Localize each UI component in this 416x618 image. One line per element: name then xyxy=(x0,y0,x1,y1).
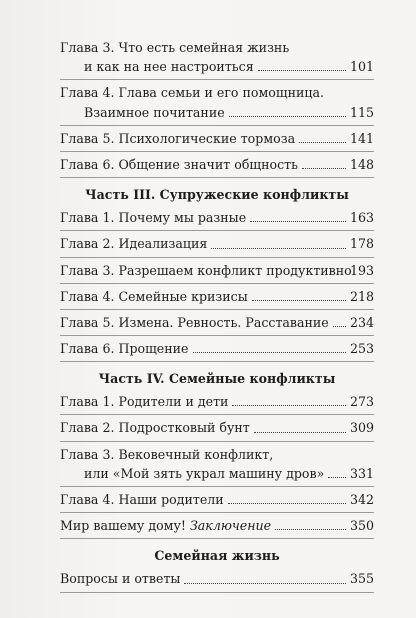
toc-page-number: 273 xyxy=(349,394,374,410)
dot-leader xyxy=(229,116,346,117)
toc-entry-continuation xyxy=(60,103,374,122)
toc-entry-title-text: Глава 3. Что есть семейная жизнь xyxy=(60,40,290,55)
toc-entry-title-text: Глава 6. Прощение xyxy=(60,341,189,357)
toc-entry-title-text: Глава 4. Глава семьи и его помощница. xyxy=(60,85,324,101)
toc-entry-line xyxy=(60,261,374,280)
toc-entry-title xyxy=(84,464,324,483)
toc-entry-line xyxy=(60,155,374,174)
toc-entry-line xyxy=(60,445,374,464)
toc-entry-line xyxy=(60,234,374,253)
toc-entry-title xyxy=(60,208,246,227)
entry-divider xyxy=(60,486,374,487)
toc-entry-line xyxy=(60,208,374,227)
dot-leader xyxy=(232,405,346,406)
toc-entry-title xyxy=(60,490,224,509)
toc-entry-title-italic: Заключение xyxy=(189,518,272,534)
toc-entry-line xyxy=(60,83,374,102)
entry-divider xyxy=(60,335,374,336)
toc-entry xyxy=(60,516,374,535)
toc-entry-title-text: Глава 2. Идеализация xyxy=(60,236,208,252)
entry-divider xyxy=(60,257,374,258)
toc-page-number: 101 xyxy=(349,59,374,75)
toc-entry-title xyxy=(60,418,250,437)
toc-entry-title-text: Глава 6. Общение значит общность xyxy=(60,156,298,172)
toc-entry-title-text: Взаимное почитание xyxy=(84,104,225,120)
toc-entry-title xyxy=(60,339,189,358)
toc-entry-title-text: Глава 3. Вековечный конфликт, xyxy=(60,446,274,462)
entry-divider xyxy=(60,177,374,178)
toc-entry xyxy=(60,208,374,227)
entry-divider xyxy=(60,592,374,593)
toc-entry-title xyxy=(60,38,289,57)
toc-entry xyxy=(60,83,374,121)
entry-divider xyxy=(60,538,374,539)
dot-leader xyxy=(258,70,346,71)
table-of-contents xyxy=(60,38,374,596)
toc-entry-title-text: Глава 1. Родители и дети xyxy=(60,394,229,410)
toc-entry-title xyxy=(60,313,329,332)
toc-entry-line xyxy=(60,516,374,535)
toc-entry xyxy=(60,418,374,437)
toc-entry-line xyxy=(60,129,374,148)
toc-page-number: 342 xyxy=(349,492,374,507)
toc-page-number: 355 xyxy=(349,571,374,587)
entry-divider xyxy=(60,230,374,231)
entry-divider xyxy=(60,512,374,513)
toc-entry xyxy=(60,313,374,332)
toc-entry-title-text: Глава 2. Подростковый бунт xyxy=(60,420,250,436)
section-heading: Семейная жизнь xyxy=(154,548,280,564)
entry-divider xyxy=(60,414,374,415)
toc-entry-title xyxy=(60,234,207,253)
entry-divider xyxy=(60,309,374,310)
toc-page-number: 253 xyxy=(349,341,374,357)
toc-entry-line xyxy=(60,313,374,332)
toc-entry-title xyxy=(60,83,324,102)
toc-page-number: 115 xyxy=(349,104,374,120)
toc-entry-title xyxy=(60,261,352,280)
entry-divider xyxy=(60,79,374,80)
toc-entry-title-text: Глава 5. Психологические тормоза xyxy=(60,130,296,146)
toc-page-number: 350 xyxy=(349,518,374,534)
entry-divider xyxy=(60,441,374,442)
toc-entry xyxy=(60,490,374,509)
toc-entry-title xyxy=(60,287,248,306)
toc-entry-title-text: Глава 4. Семейные кризисы xyxy=(60,288,248,304)
toc-entry xyxy=(60,261,374,280)
toc-page-number: 331 xyxy=(349,465,374,481)
toc-entry-line xyxy=(60,339,374,358)
entry-divider xyxy=(60,125,374,126)
toc-entry-title-text: Вопросы и ответы xyxy=(60,571,181,587)
toc-page-number: 178 xyxy=(349,236,374,252)
toc-entry-title-text: Глава 1. Почему мы разные xyxy=(60,210,247,226)
dot-leader xyxy=(184,583,346,584)
toc-entry xyxy=(60,38,374,76)
toc-entry-title xyxy=(84,57,254,76)
dot-leader xyxy=(302,168,346,169)
section-heading: Часть IV. Семейные конфликты xyxy=(98,371,336,387)
toc-entry-title-text: Глава 5. Измена. Ревность. Расставание xyxy=(60,314,329,330)
toc-entry-title xyxy=(60,129,295,148)
dot-leader xyxy=(333,326,346,327)
toc-entry-line xyxy=(60,490,374,509)
toc-entry xyxy=(60,445,374,483)
toc-entry xyxy=(60,339,374,358)
toc-entry-title xyxy=(60,155,298,174)
toc-entry xyxy=(60,234,374,253)
dot-leader xyxy=(254,432,346,433)
section-heading: Часть III. Супружеские конфликты xyxy=(85,187,349,203)
toc-entry-line xyxy=(60,287,374,306)
toc-page-number: 193 xyxy=(349,262,374,278)
toc-entry-line xyxy=(60,569,374,588)
toc-entry-title xyxy=(60,569,180,588)
toc-entry-title-text: и как на нее настроиться xyxy=(84,59,254,75)
entry-divider xyxy=(60,151,374,152)
entry-divider xyxy=(60,361,374,362)
dot-leader xyxy=(299,142,346,143)
toc-entry-title-text: Глава 3. Разрешаем конфликт продуктивно xyxy=(60,262,352,278)
entry-divider xyxy=(60,283,374,284)
toc-entry-title xyxy=(60,516,271,535)
toc-entry xyxy=(60,392,374,411)
toc-entry xyxy=(60,569,374,588)
dot-leader xyxy=(250,221,346,222)
dot-leader xyxy=(252,300,346,301)
toc-page-number: 218 xyxy=(349,288,374,304)
toc-entry xyxy=(60,287,374,306)
dot-leader xyxy=(211,248,346,249)
toc-entry xyxy=(60,155,374,174)
toc-entry-continuation xyxy=(60,464,374,483)
toc-entry-title xyxy=(84,103,225,122)
dot-leader xyxy=(328,477,346,478)
toc-page-number: 141 xyxy=(349,130,374,146)
toc-page-number: 234 xyxy=(349,314,374,330)
toc-entry-title-text: Глава 4. Наши родители xyxy=(60,492,224,507)
toc-entry-line xyxy=(60,392,374,411)
toc-page-number: 309 xyxy=(349,420,374,436)
toc-entry-title xyxy=(60,445,273,464)
dot-leader xyxy=(193,352,346,353)
toc-entry-title-text: Мир вашему дому! xyxy=(60,518,186,534)
dot-leader xyxy=(275,529,346,530)
toc-page-number: 163 xyxy=(349,210,374,226)
toc-entry-line xyxy=(60,418,374,437)
dot-leader xyxy=(228,503,346,504)
toc-page-number: 148 xyxy=(349,156,374,172)
toc-entry-title xyxy=(60,392,228,411)
toc-entry-continuation xyxy=(60,57,374,76)
toc-entry xyxy=(60,129,374,148)
toc-entry-title-text: или «Мой зять украл машину дров» xyxy=(84,465,325,481)
toc-entry-line xyxy=(60,38,374,57)
